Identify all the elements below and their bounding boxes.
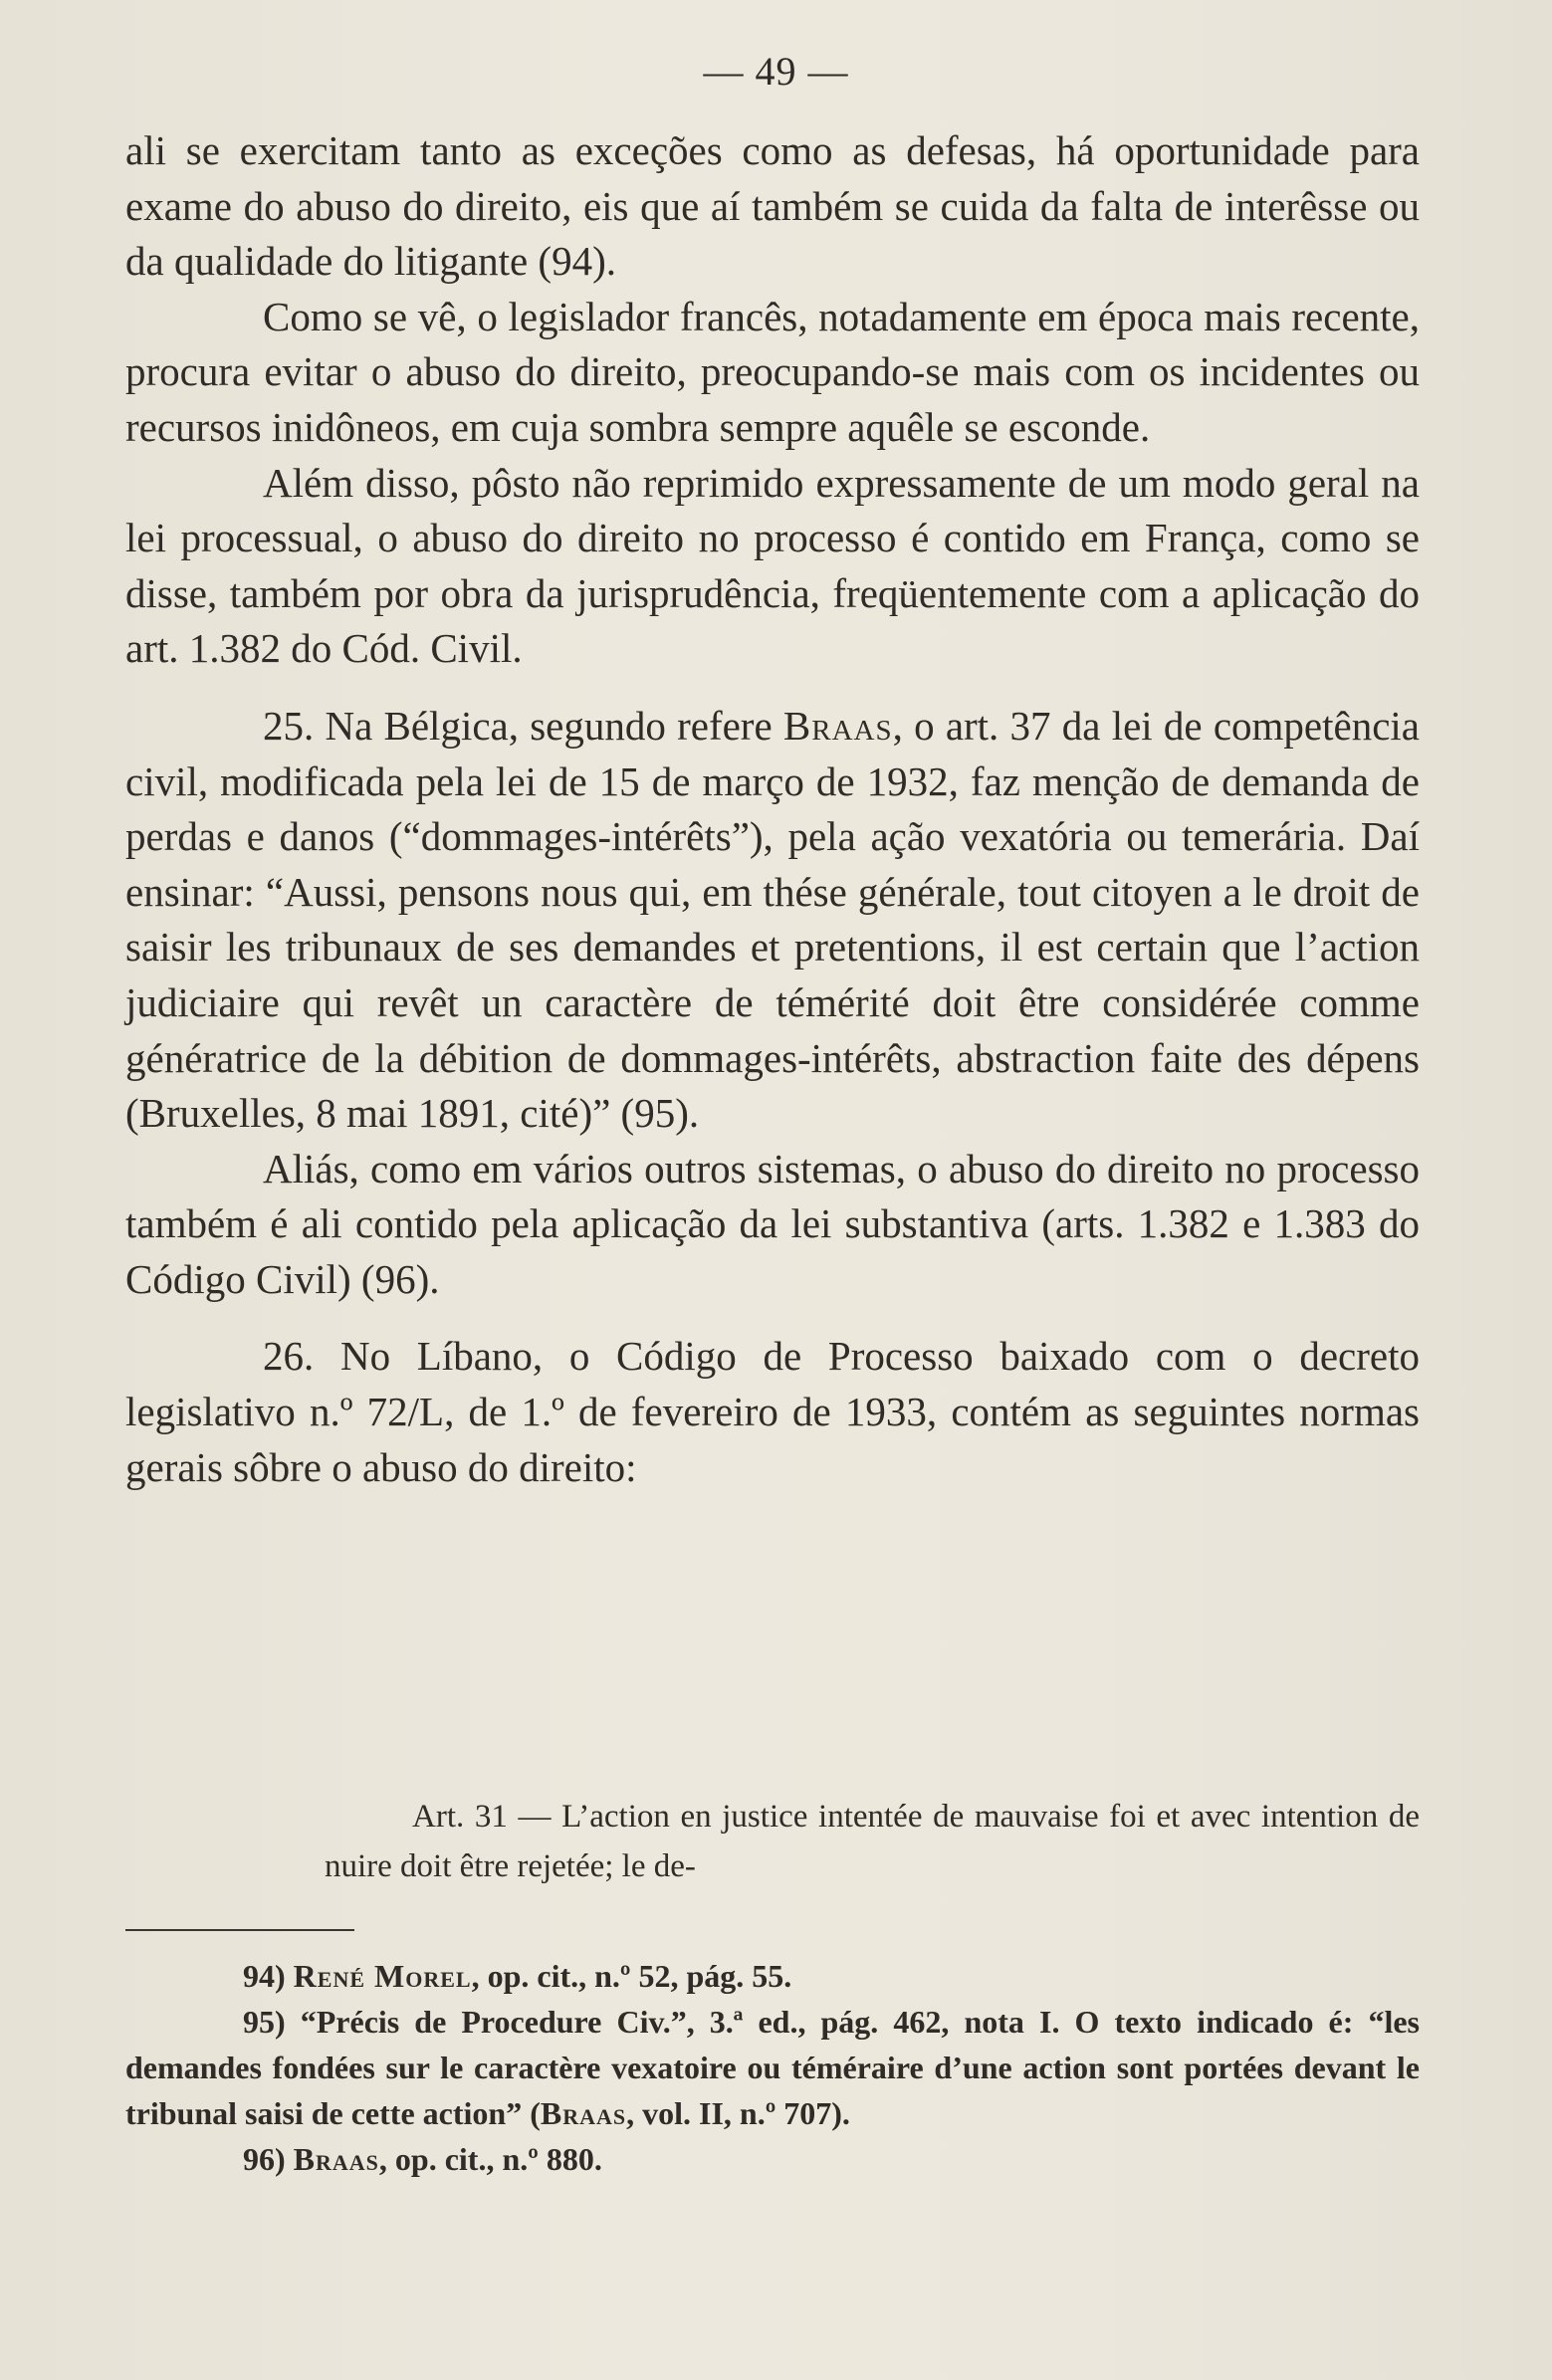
footnote-96 bbox=[125, 2136, 1420, 2182]
footnote-95-text-b: , vol. II, n.º 707). bbox=[626, 2095, 850, 2131]
footnotes bbox=[125, 1953, 1420, 2182]
footnote-94 bbox=[125, 1953, 1420, 1999]
paragraph-2: Como se vê, o legislador francês, notadamente em época mais recente, procura evitar o abuso do direito, preocupando-se mais com os incidentes ou recursos inidôneos, em cuja sombra sempre aquêle se esconde. bbox=[125, 293, 1420, 450]
paragraph-25-start: 25. Na Bélgica, segundo refere bbox=[263, 702, 783, 749]
footnote-96-author: Braas bbox=[293, 2141, 379, 2177]
paragraph-25-belgium bbox=[125, 699, 1420, 1142]
block-quote-art-31: Art. 31 — L’action en justice intentée de mauvaise foi et avec intention de nuire doit être rejetée; le de- bbox=[325, 1799, 1420, 1884]
page-number: — 49 — bbox=[703, 49, 849, 94]
footnote-94-number: 94) bbox=[243, 1958, 286, 1994]
paragraph-3: Além disso, pôsto não reprimido expressamente de um modo geral na lei processual, o abuso do direito no processo é contido em França, como se disse, também por obra da jurisprudência, freqüentemente com a aplicação do art. 1.382 do Cód. Civil. bbox=[125, 459, 1420, 672]
paragraph-25-rest: , o art. 37 da lei de competência civil, modificada pela lei de 15 de março de 1932, faz menção de demanda de perdas e danos (“dommages-intérêts”), pela ação vexatória ou temerária. Daí ensinar: “Aussi, pensons nous qui, em thése générale, tout citoyen a le droit de saisir les tribunaux de ses demandes et pretentions, il est certain que l’action judiciaire qui revêt un caractère de témérité doit être considérée comme génératrice de la débition de dommages-intérêts, abstraction faite des dépens (Bruxelles, 8 mai 1891, cité)” (95). bbox=[125, 702, 1420, 1137]
footnote-94-author: René Morel bbox=[293, 1958, 472, 1994]
footnote-divider bbox=[125, 1929, 354, 1931]
footnote-95-text-a: “Précis de Procedure Civ.”, 3.ª ed., pág. 462, nota I. O texto indicado é: “les demandes fondées sur le caractère vexatoire ou téméraire d’une action sont portées devant le tribunal saisi de cette action” ( bbox=[125, 2004, 1421, 2131]
paragraph-26-lebanon: 26. No Líbano, o Código de Processo baixado com o decreto legislativo n.º 72/L, de 1.º de fevereiro de 1933, contém as seguintes normas gerais sôbre o abuso do direito: bbox=[125, 1333, 1420, 1490]
author-braas: Braas bbox=[782, 702, 893, 749]
footnote-94-text: , op. cit., n.º 52, pág. 55. bbox=[471, 1958, 792, 1994]
footnote-95 bbox=[125, 1999, 1420, 2136]
footnote-95-author: Braas bbox=[540, 2095, 627, 2131]
footnote-95-number: 95) bbox=[243, 2004, 286, 2040]
body-text bbox=[125, 123, 1420, 1495]
paragraph-5: Aliás, como em vários outros sistemas, o abuso do direito no processo também é ali contido pela aplicação da lei substantiva (arts. 1.382 e 1.383 do Código Civil) (96). bbox=[125, 1145, 1420, 1302]
footnote-96-number: 96) bbox=[243, 2141, 286, 2177]
paragraph-1: ali se exercitam tanto as exceções como as defesas, há oportunidade para exame do abuso do direito, eis que aí também se cuida da falta de interêsse ou da qualidade do litigante (94). bbox=[125, 127, 1420, 285]
footnote-96-text: , op. cit., n.º 880. bbox=[378, 2141, 602, 2177]
